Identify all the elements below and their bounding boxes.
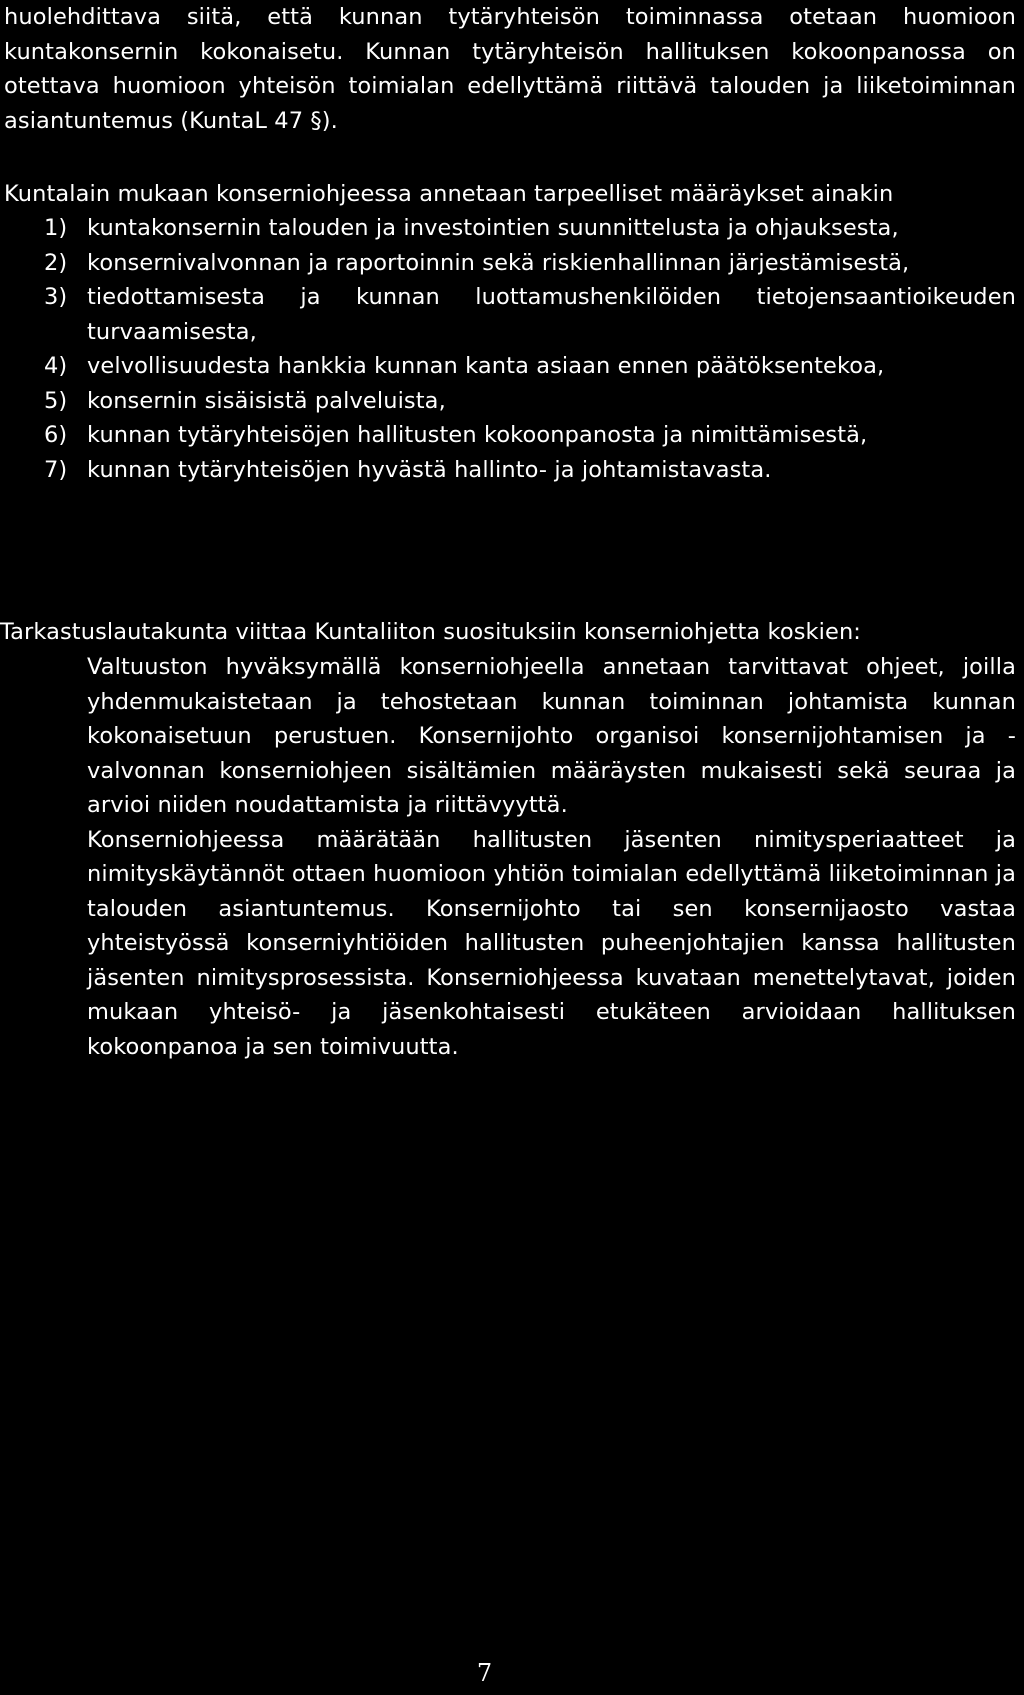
- recommendations: [87, 650, 1016, 1064]
- list-item: [44, 280, 1016, 349]
- list-item-text: konsernin sisäisistä palveluista,: [87, 387, 446, 414]
- list-item-number: 1): [44, 215, 68, 241]
- list-item-number: 5): [44, 387, 68, 414]
- list-item-text: kunnan tytäryhteisöjen hyvästä hallinto- ja johtamistavasta.: [87, 456, 772, 483]
- list-item: [44, 211, 1016, 246]
- list-item-text: kunnan tytäryhteisöjen hallitusten kokoonpanosta ja nimittämisestä,: [87, 422, 868, 448]
- list-item: [44, 453, 1016, 488]
- page-number: 7: [476, 1659, 493, 1687]
- kuntalaki-intro: Kuntalain mukaan konserniohjeessa annetaan tarpeelliset määräykset ainakin: [4, 181, 894, 207]
- tarkastus-intro: Tarkastuslautakunta viittaa Kuntaliiton suosituksiin konserniohjetta koskien:: [0, 619, 861, 645]
- list-item-number: 6): [44, 422, 68, 448]
- list-item: [44, 246, 1016, 281]
- list-item-number: 3): [44, 284, 68, 310]
- list-item: [44, 384, 1016, 419]
- list-item-text: konsernivalvonnan ja raportoinnin sekä riskienhallinnan järjestämisestä,: [87, 249, 910, 276]
- list-item-text: tiedottamisesta ja kunnan luottamushenkilöiden tietojensaantioikeuden turvaamisesta,: [87, 284, 1016, 345]
- recommendation-paragraph: Valtuuston hyväksymällä konserniohjeella annetaan tarvittavat ohjeet, joilla yhdenmukaistetaan ja tehostetaan kunnan toiminnan johtamista kunnan kokonaisetuun perustuen. Konsernijohto organisoi konsernijohtamisen ja -valvonnan konserniohjeen sisältämien määräysten mukaisesti sekä seuraa ja arvioi niiden noudattamista ja riittävyyttä.: [87, 654, 1016, 818]
- kuntalaki-list: [44, 211, 1016, 487]
- intro-paragraph: huolehdittava siitä, että kunnan tytäryhteisön toiminnassa otetaan huomioon kuntakonsernin kokonaisetu. Kunnan tytäryhteisön hallituksen kokoonpanossa on otettava huomioon yhteisön toimialan edellyttämä riittävä talouden ja liiketoiminnan asiantuntemus (KuntaL 47 §).: [4, 4, 1016, 134]
- list-item-number: 2): [44, 249, 68, 276]
- list-item: [44, 418, 1016, 453]
- list-item-text: kuntakonsernin talouden ja investointien suunnittelusta ja ohjauksesta,: [87, 215, 899, 241]
- list-item: [44, 349, 1016, 384]
- list-item-number: 7): [44, 456, 68, 483]
- recommendation-paragraph: Konserniohjeessa määrätään hallitusten jäsenten nimitysperiaatteet ja nimityskäytännöt ottaen huomioon yhtiön toimialan edellyttämä liiketoiminnan ja talouden asiantuntemus. Konsernijohto tai sen konsernijaosto vastaa yhteistyössä konserniyhtiöiden hallitusten puheenjohtajien kanssa hallitusten jäsenten nimitysprosessista. Konserniohjeessa kuvataan menettelytavat, joiden mukaan yhteisö- ja jäsenkohtaisesti etukäteen arvioidaan hallituksen kokoonpanoa ja sen toimivuutta.: [87, 826, 1016, 1060]
- list-item-number: 4): [44, 353, 68, 379]
- list-item-text: velvollisuudesta hankkia kunnan kanta asiaan ennen päätöksentekoa,: [87, 353, 885, 379]
